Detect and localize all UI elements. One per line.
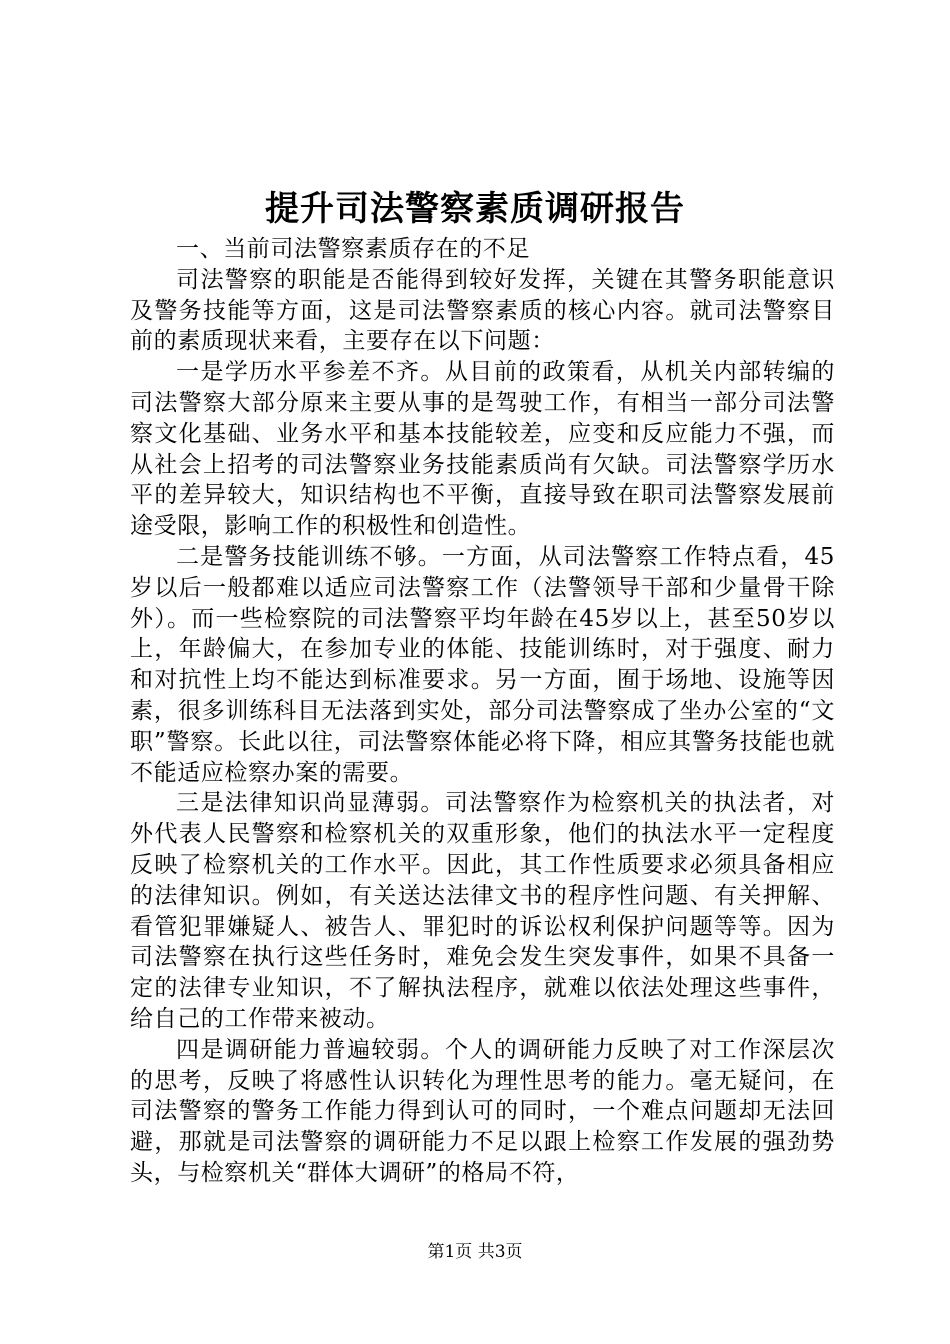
paragraph-intro: 司法警察的职能是否能得到较好发挥，关键在其警务职能意识及警务技能等方面，这是司法警察素质的核心内容。就司法警察目前的素质现状来看，主要存在以下问题： [130, 266, 835, 355]
paragraph-research: 四是调研能力普遍较弱。个人的调研能力反映了对工作深层次的思考，反映了将感性认识转化为理性思考的能力。毫无疑问，在司法警察的警务工作能力得到认可的同时，一个难点问题却无法回避，那就是司法警察的调研能力不足以跟上检察工作发展的强劲势头，与检察机关“群体大调研”的格局不符， [130, 1036, 835, 1186]
paragraph-legal-knowledge: 三是法律知识尚显薄弱。司法警察作为检察机关的执法者，对外代表人民警察和检察机关的双重形象，他们的执法水平一定程度反映了检察机关的工作水平。因此，其工作性质要求必须具备相应的法律知识。例如，有关送达法律文书的程序性问题、有关押解、看管犯罪嫌疑人、被告人、罪犯时的诉讼权利保护问题等等。因为司法警察在执行这些任务时，难免会发生突发事件，如果不具备一定的法律专业知识，不了解执法程序，就难以依法处理这些事件，给自己的工作带来被动。 [130, 790, 835, 1032]
paragraph-education: 一是学历水平参差不齐。从目前的政策看，从机关内部转编的司法警察大部分原来主要从事的是驾驶工作，有相当一部分司法警察文化基础、业务水平和基本技能较差，应变和反应能力不强，而从社会上招考的司法警察业务技能素质尚有欠缺。司法警察学历水平的差异较大，知识结构也不平衡，直接导致在职司法警察发展前途受限，影响工作的积极性和创造性。 [130, 359, 835, 540]
paragraph-training: 二是警务技能训练不够。一方面，从司法警察工作特点看，45岁以后一般都难以适应司法警察工作（法警领导干部和少量骨干除外）。而一些检察院的司法警察平均年龄在45岁以上，甚至50岁以上，年龄偏大，在参加专业的体能、技能训练时，对于强度、耐力和对抗性上均不能达到标准要求。另一方面，囿于场地、设施等因素，很多训练科目无法落到实处，部分司法警察成了坐办公室的“文职”警察。长此以往，司法警察体能必将下降，相应其警务技能也就不能适应检察办案的需要。 [130, 543, 835, 786]
section-heading: 一、当前司法警察素质存在的不足 [176, 236, 530, 262]
document-title: 提升司法警察素质调研报告 [265, 189, 685, 229]
page-number-footer: 第1页 共3页 [427, 1242, 523, 1262]
document-body [130, 234, 835, 1189]
